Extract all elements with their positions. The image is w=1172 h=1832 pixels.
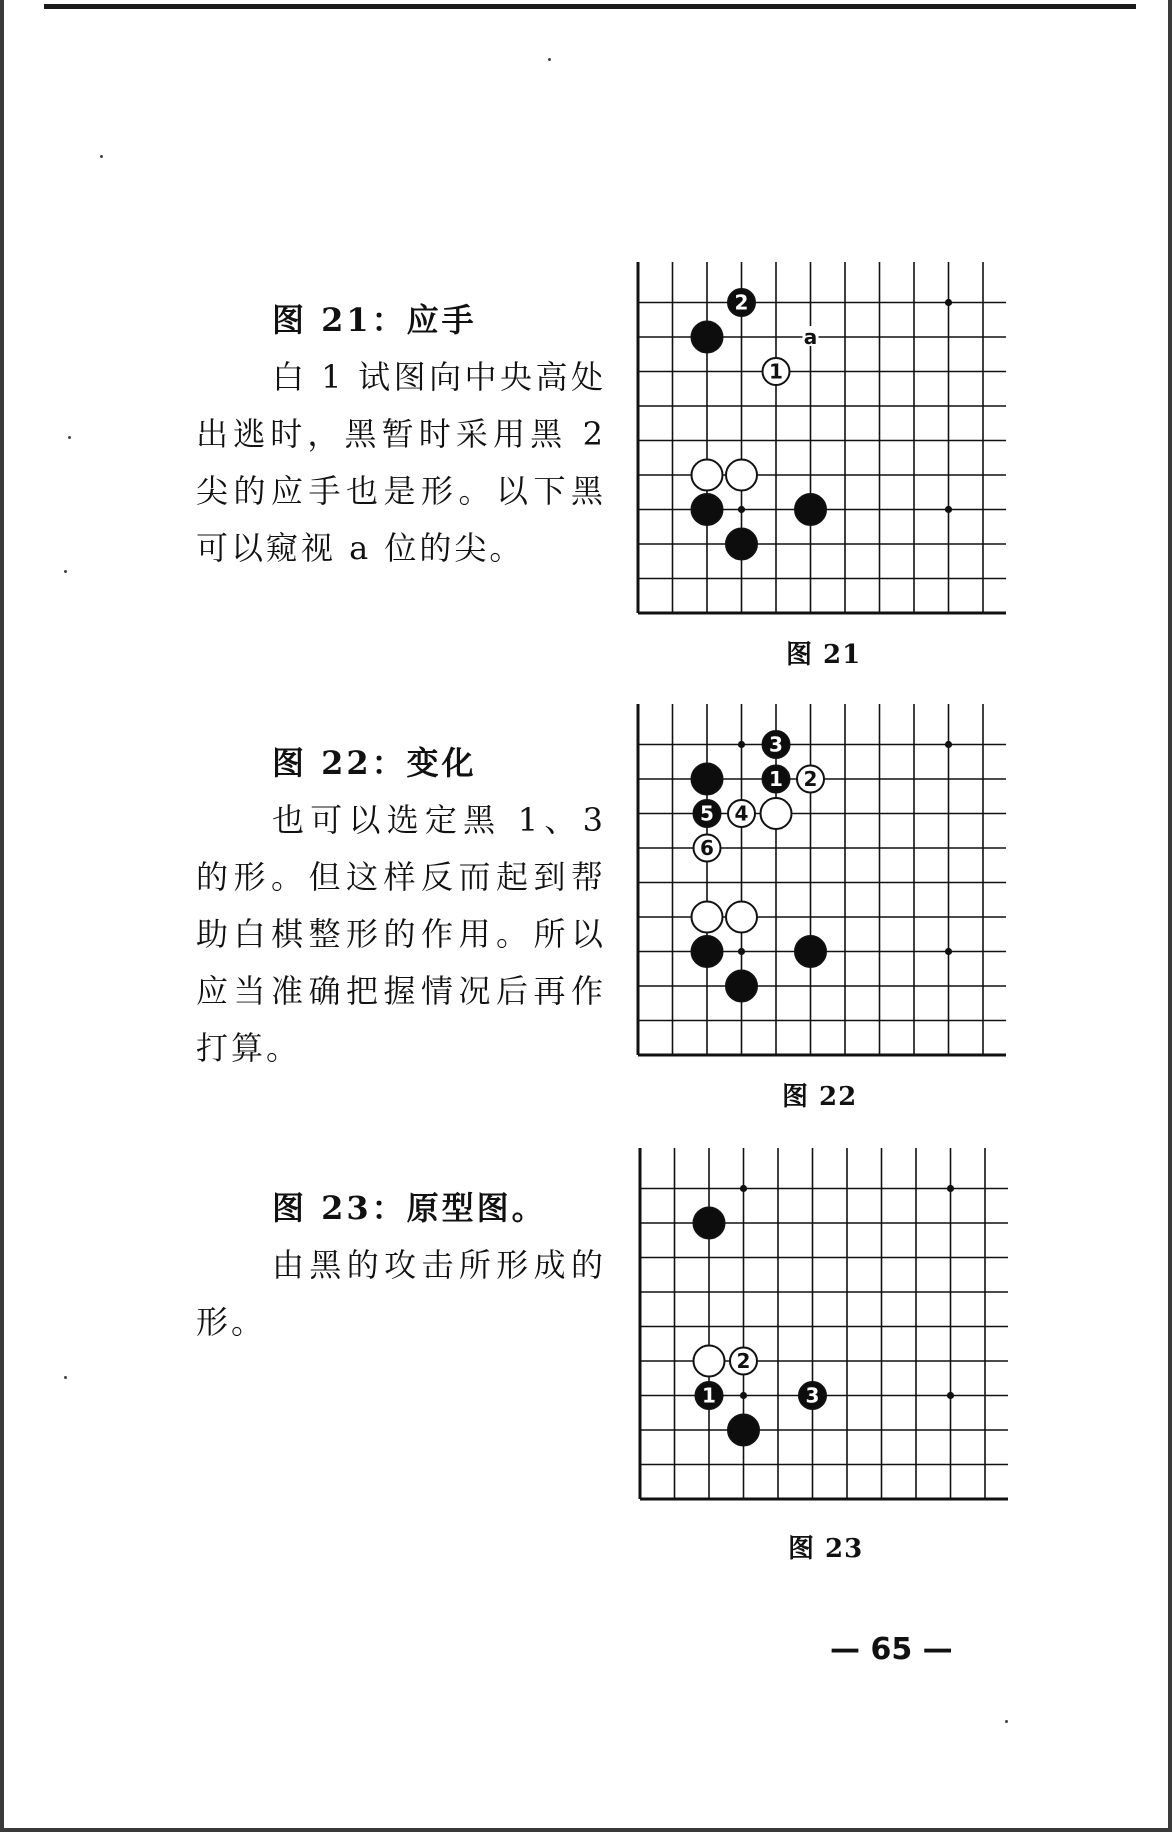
move-number-label: 3 bbox=[805, 1383, 820, 1408]
figure-22-paragraph: 也可以选定黑 1、3 的形。但这样反而起到帮助白棋整形的作用。所以应当准确把握情况后再作打算。 bbox=[196, 801, 606, 1067]
black-stone bbox=[694, 1208, 725, 1239]
scan-speck bbox=[68, 436, 71, 439]
move-number-label: 2 bbox=[736, 1349, 751, 1373]
black-stone bbox=[692, 936, 723, 967]
black-stone bbox=[726, 971, 757, 1002]
figure-22-text bbox=[196, 735, 606, 1077]
figure-23-caption: 图 23 bbox=[788, 1534, 864, 1564]
figure-21-paragraph: 白 1 试图向中央高处出逃时，黑暂时采用黑 2 尖的应手也是形。以下黑可以窥视 a 位的尖。 bbox=[196, 358, 606, 567]
move-number-label: 2 bbox=[803, 767, 818, 791]
move-number-label: 3 bbox=[769, 732, 783, 757]
white-stone bbox=[726, 460, 757, 491]
figure-23-paragraph: 由黑的攻击所形成的形。 bbox=[196, 1246, 606, 1341]
scan-speck bbox=[64, 1376, 67, 1379]
figure-23-text bbox=[196, 1180, 606, 1351]
scan-speck bbox=[64, 570, 67, 573]
figure-22-heading: 图 22：变化 bbox=[272, 744, 477, 782]
move-number-label: 4 bbox=[734, 801, 749, 826]
white-stone bbox=[692, 460, 723, 491]
black-stone bbox=[692, 322, 723, 353]
black-stone bbox=[726, 529, 757, 560]
figure-21-text bbox=[196, 292, 606, 577]
star-point bbox=[945, 741, 952, 748]
white-stone bbox=[726, 902, 757, 933]
move-number-label: 2 bbox=[734, 290, 749, 315]
figure-21-board bbox=[630, 262, 1006, 624]
star-point bbox=[740, 1185, 747, 1192]
star-point bbox=[947, 1185, 954, 1192]
figure-22-board bbox=[630, 704, 1006, 1066]
white-stone bbox=[692, 902, 723, 933]
star-point bbox=[947, 1392, 954, 1399]
move-number-label: 1 bbox=[702, 1383, 716, 1408]
star-point bbox=[738, 741, 745, 748]
black-stone bbox=[692, 764, 723, 795]
move-number-label: 1 bbox=[769, 767, 783, 791]
white-stone bbox=[694, 1346, 725, 1377]
figure-22-caption: 图 22 bbox=[782, 1082, 858, 1112]
black-stone bbox=[795, 936, 826, 967]
figure-23-heading: 图 23：原型图。 bbox=[272, 1189, 547, 1227]
figure-23-board bbox=[632, 1148, 1008, 1510]
figure-21-heading: 图 21：应手 bbox=[272, 301, 477, 339]
star-point bbox=[945, 299, 952, 306]
scan-speck bbox=[548, 58, 551, 61]
move-number-label: 5 bbox=[700, 801, 714, 826]
black-stone bbox=[692, 494, 723, 525]
star-point bbox=[945, 948, 952, 955]
move-number-label: 6 bbox=[700, 836, 714, 860]
page-number: — 65 — bbox=[830, 1632, 953, 1667]
star-point bbox=[945, 506, 952, 513]
white-stone bbox=[761, 798, 792, 829]
scan-speck bbox=[100, 155, 103, 158]
black-stone bbox=[795, 494, 826, 525]
star-point bbox=[740, 1392, 747, 1399]
star-point bbox=[738, 506, 745, 513]
point-mark-label: a bbox=[803, 325, 818, 349]
move-number-label: 1 bbox=[769, 359, 783, 384]
star-point bbox=[738, 948, 745, 955]
top-rule bbox=[44, 4, 1136, 9]
scan-speck bbox=[1005, 1720, 1008, 1723]
black-stone bbox=[728, 1415, 759, 1446]
figure-21-caption: 图 21 bbox=[786, 640, 862, 670]
